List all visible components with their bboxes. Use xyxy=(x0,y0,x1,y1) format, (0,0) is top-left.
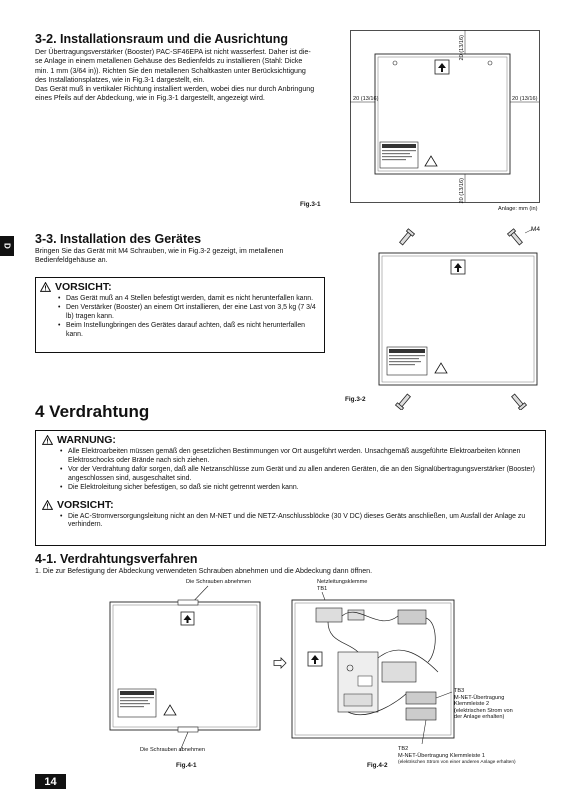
tb1-label-line1: Netzleitungsklemme xyxy=(317,579,368,585)
unit-note: Anlage: mm (in) xyxy=(498,206,538,212)
text-line: Bedienfeldgehäuse an. xyxy=(35,256,108,265)
caution-list-1 xyxy=(54,295,318,340)
tb3-line: (elektrischen Strom von xyxy=(454,707,513,714)
caution-title-1 xyxy=(40,281,324,293)
dimension-bottom: 20 (13/16) xyxy=(459,178,465,204)
dimension-right: 20 (13/16) xyxy=(512,96,538,102)
tb3-line: der Anlage erhalten) xyxy=(454,714,505,721)
chapter-4-title: 4 Verdrahtung xyxy=(35,402,150,421)
text-line: Das Gerät muß in vertikaler Richtung installiert werden, wobei dies nur durch Anbringung xyxy=(35,85,315,94)
figure-4-1-drawing xyxy=(108,585,268,755)
text-line: min. 1 mm (3/64 in)). Richten Sie den metallenen Schaltkasten unter Berücksichtigung xyxy=(35,66,306,75)
text-line: eines Pfeils auf der Abdeckung, wie in Fig.3-1 dargestellt, angezeigt wird. xyxy=(35,94,265,103)
warning-triangle-icon xyxy=(42,435,53,445)
section-3-3-text xyxy=(35,247,335,266)
list-item: • Vor der Verdrahtung dafür sorgen, daß alle Netzanschlüsse zum Gerät und zu allen anderen Geräten, die an den Signalübertragungsverstärker (Booster) angeschlossen sind, ausgeschaltet sind. xyxy=(68,466,537,484)
figure-4-2-label: Fig.4-2 xyxy=(367,762,388,769)
tb1-label-line2: TB1 xyxy=(317,586,328,592)
section-3-2-title: 3-2. Installationsraum und die Ausrichtung xyxy=(35,32,289,46)
figure-4-1-label: Fig.4-1 xyxy=(176,762,197,769)
list-item: • Das Gerät muß an 4 Stellen befestigt werden, damit es nicht herunterfallen kann. xyxy=(66,295,318,304)
list-item: • Beim Instellungbringen des Gerätes darauf achten, daß es nicht herunterfallen kann. xyxy=(66,322,318,340)
warning-triangle-icon xyxy=(40,282,51,292)
warning-box xyxy=(35,430,546,546)
caution-list-2 xyxy=(56,513,537,531)
text-line: Der Übertragungsverstärker (Booster) PAC-SF46EPA ist nicht wasserfest. Daher ist die- xyxy=(35,48,311,56)
tb2-label-line1: TB2 xyxy=(398,746,409,752)
text-line: des Installationsplatzes, wie in Fig.3-1 dargestellt, ein. xyxy=(35,75,205,84)
arrow-right-icon xyxy=(273,657,287,669)
dimension-top: 20 (13/16) xyxy=(459,35,465,61)
section-3-3-title: 3-3. Installation des Gerätes xyxy=(35,232,202,246)
screw-label: M4 xyxy=(531,226,541,233)
tb2-label-line3: (elektrischen Strom von einer anderen Anlage erhalten) xyxy=(398,760,516,765)
tb3-label xyxy=(454,688,513,721)
language-tab: D xyxy=(0,236,14,256)
list-item: • Die Elektroleitung sicher befestigen, so daß sie nicht getrennt werden kann. xyxy=(68,484,537,493)
list-item: • Alle Elektroarbeiten müssen gemäß den gesetzlichen Bestimmungen vor Ort ausgeführt werden. Unsachgemäß ausgeführte Elektroarbeiten können Elektroschocks oder Brände nach sich ziehen. xyxy=(68,448,537,466)
remove-screws-top-note: Die Schrauben abnehmen xyxy=(186,579,251,585)
list-item: • Den Verstärker (Booster) an einem Ort installieren, der eine Last von 3,5 kg (7 3/4 lb) tragen kann. xyxy=(66,304,318,322)
text-line: Bringen Sie das Gerät mit M4 Schrauben, wie in Fig.3-2 gezeigt, im metallenen xyxy=(35,247,284,255)
remove-screws-bottom-note: Die Schrauben abnehmen xyxy=(140,747,205,753)
warning-list xyxy=(56,448,537,493)
caution-title-2 xyxy=(42,499,545,511)
warning-triangle-icon xyxy=(42,500,53,510)
section-3-2-text xyxy=(35,48,350,104)
warning-title xyxy=(42,434,545,446)
tb3-line: TB3 xyxy=(454,688,465,694)
figure-3-1-drawing xyxy=(350,30,540,210)
tb2-label-line2: M-NET-Übertragung Klemmleiste 1 xyxy=(398,753,486,759)
figure-4-2-drawing xyxy=(288,592,458,752)
warning-title-text: WARNUNG: xyxy=(57,434,116,446)
tb3-line: M-NET-Übertragung xyxy=(454,694,505,701)
page-number: 14 xyxy=(35,774,66,789)
figure-3-2-label: Fig.3-2 xyxy=(345,396,366,403)
caution-box-1 xyxy=(35,277,325,353)
section-4-1-title: 4-1. Verdrahtungsverfahren xyxy=(35,552,198,566)
list-item: • Die AC-Stromversorgungsleitung nicht an den M-NET und die NETZ-Anschlussblöcke (30 V DC) dieses Geräts anschließen, um Ausfall der Anlage zu verhindern. xyxy=(68,513,537,531)
figure-3-1-label: Fig.3-1 xyxy=(300,201,321,208)
step-1-text: 1. Die zur Befestigung der Abdeckung verwendeten Schrauben abnehmen und die Abdeckung dann öffnen. xyxy=(35,567,373,575)
caution-title-text: VORSICHT: xyxy=(55,281,112,293)
figure-3-2-drawing xyxy=(365,225,550,410)
tb3-line: Klemmleiste 2 xyxy=(454,701,490,708)
dimension-left: 20 (13/16) xyxy=(353,96,379,102)
caution-title-text: VORSICHT: xyxy=(57,498,114,511)
text-line: se Anlage in einem metallenen Gehäuse des Bedienfelds zu installieren (Stahl: Dicke xyxy=(35,57,303,66)
